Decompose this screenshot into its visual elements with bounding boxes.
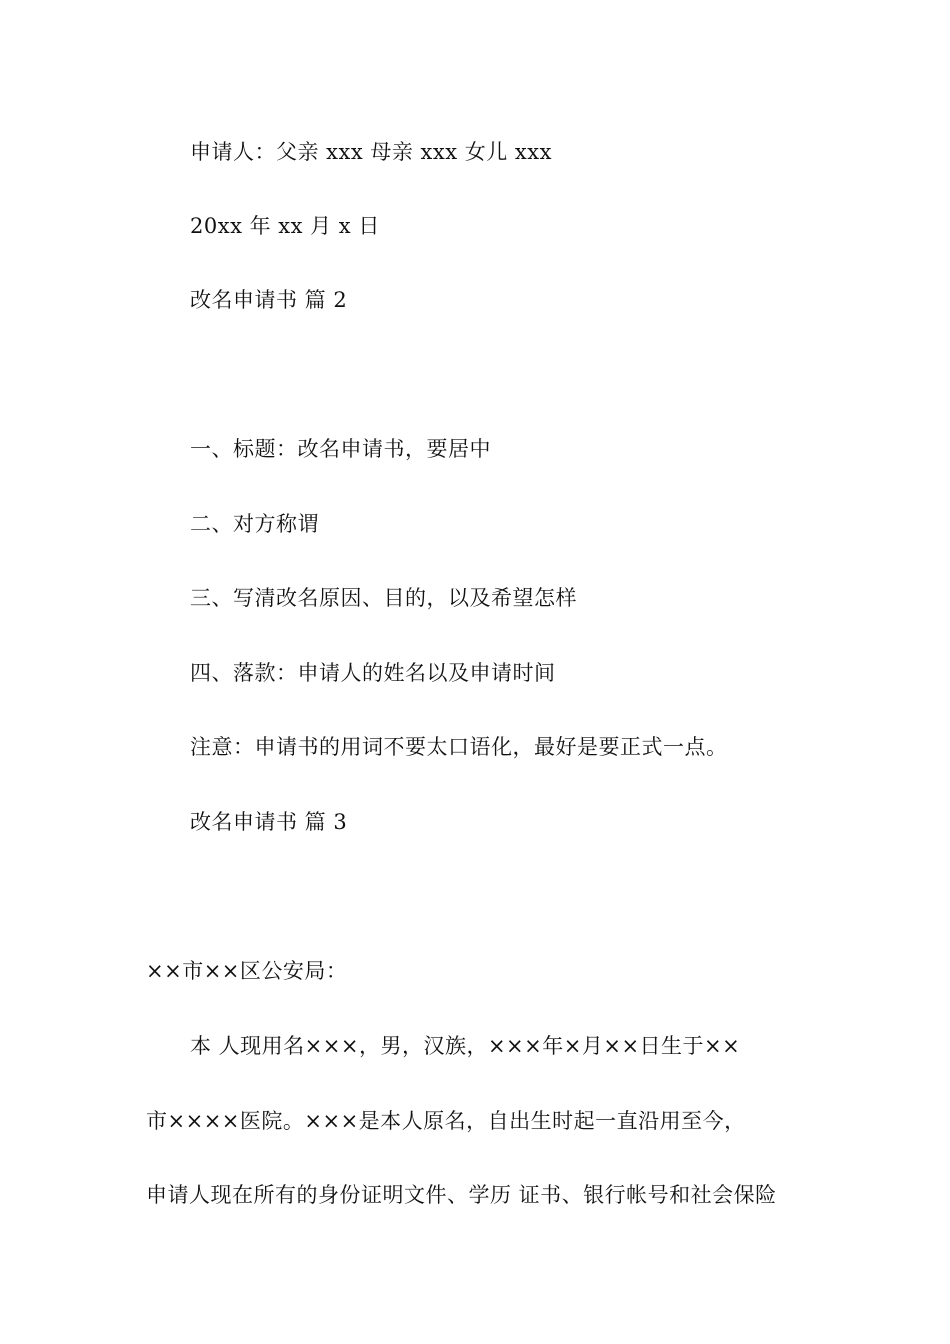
body-paragraph-line-1: 本 人现用名×××，男，汉族，×××年×月××日生于×× <box>190 1034 741 1058</box>
addressee-line: ××市××区公安局： <box>146 959 348 983</box>
section-title-2: 改名申请书 篇 2 <box>190 288 348 312</box>
body-paragraph-line-2: 市××××医院。×××是本人原名，自出生时起一直沿用至今， <box>146 1109 746 1133</box>
instruction-item-1: 一、标题：改名申请书，要居中 <box>190 437 491 461</box>
date-line: 20xx 年 xx 月 x 日 <box>190 214 380 238</box>
body-paragraph-line-3: 申请人现在所有的身份证明文件、学历 证书、银行帐号和社会保险 <box>146 1183 777 1207</box>
note-line: 注意：申请书的用词不要太口语化，最好是要正式一点。 <box>190 735 728 759</box>
instruction-item-4: 四、落款：申请人的姓名以及申请时间 <box>190 661 556 685</box>
instruction-item-2: 二、对方称谓 <box>190 512 319 536</box>
instruction-item-3: 三、写清改名原因、目的，以及希望怎样 <box>190 586 577 610</box>
section-title-3: 改名申请书 篇 3 <box>190 810 348 834</box>
applicant-line: 申请人：父亲 xxx 母亲 xxx 女儿 xxx <box>190 140 552 164</box>
